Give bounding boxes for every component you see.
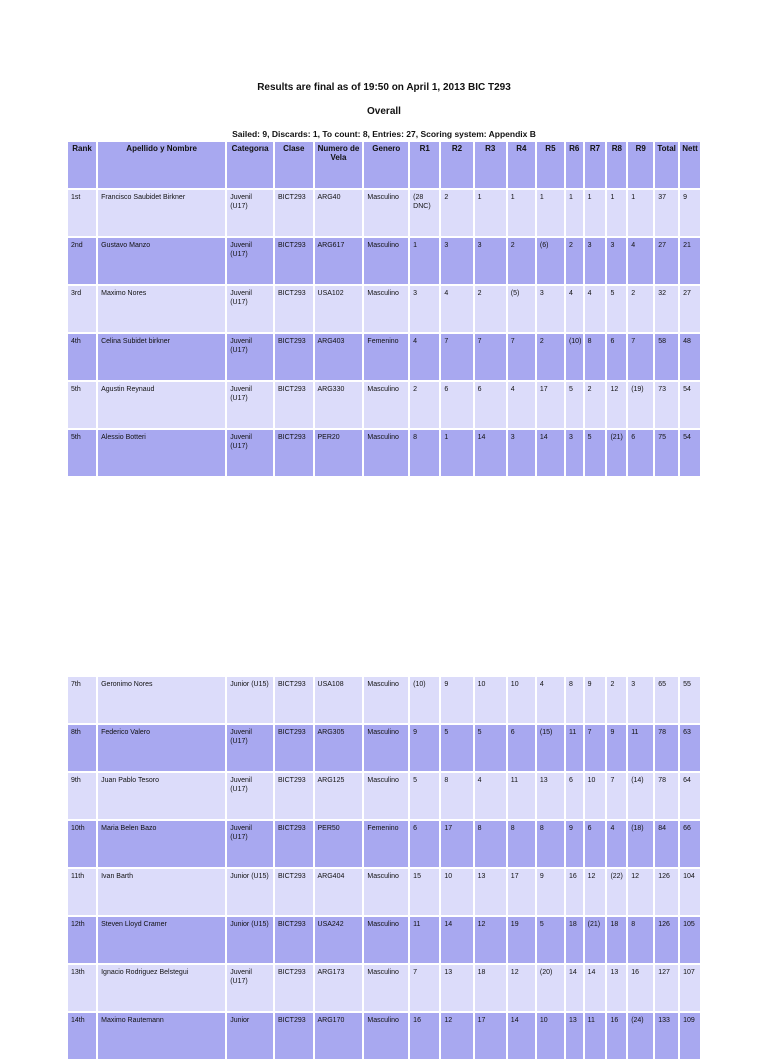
cell-r1: (28 DNC)	[410, 190, 439, 236]
cell-r7: 7	[585, 725, 606, 771]
cell-r6: 4	[566, 286, 583, 332]
cell-r6: 3	[566, 430, 583, 476]
cell-rank: 5th	[68, 382, 96, 428]
cell-clase: BICT293	[275, 430, 313, 476]
cell-r5: 13	[537, 773, 564, 819]
table-row	[68, 238, 700, 284]
cell-total: 27	[655, 238, 678, 284]
table-row	[68, 334, 700, 380]
results-table-top	[66, 140, 702, 478]
cell-clase: BICT293	[275, 1013, 313, 1059]
col-r6: R6	[566, 142, 583, 188]
cell-r6: 18	[566, 917, 583, 963]
cell-r8: 4	[607, 821, 626, 867]
cell-vela: ARG404	[315, 869, 363, 915]
cell-r4: 11	[508, 773, 535, 819]
cell-categoria: Juvenil (U17)	[227, 238, 273, 284]
cell-r1: (10)	[410, 677, 439, 723]
cell-clase: BICT293	[275, 821, 313, 867]
col-r2: R2	[441, 142, 472, 188]
cell-r2: 2	[441, 190, 472, 236]
col-total: Total	[655, 142, 678, 188]
col-rank: Rank	[68, 142, 96, 188]
cell-r3: 2	[475, 286, 506, 332]
cell-rank: 7th	[68, 677, 96, 723]
cell-categoria: Junior	[227, 1013, 273, 1059]
cell-r1: 5	[410, 773, 439, 819]
cell-rank: 4th	[68, 334, 96, 380]
cell-r7: 10	[585, 773, 606, 819]
cell-clase: BICT293	[275, 917, 313, 963]
cell-r7: 8	[585, 334, 606, 380]
col-name: Apellido y Nombre	[98, 142, 225, 188]
cell-r5: 2	[537, 334, 564, 380]
cell-r9: (18)	[628, 821, 653, 867]
cell-nett: 27	[680, 286, 700, 332]
col-genero: Genero	[364, 142, 408, 188]
cell-r2: 9	[441, 677, 472, 723]
table-row	[68, 917, 700, 963]
cell-r8: 5	[607, 286, 626, 332]
results-table-bottom	[66, 675, 702, 1061]
cell-categoria: Junior (U15)	[227, 677, 273, 723]
cell-r4: 6	[508, 725, 535, 771]
cell-name: Agustin Reynaud	[98, 382, 225, 428]
cell-r2: 3	[441, 238, 472, 284]
cell-r9: 4	[628, 238, 653, 284]
cell-r5: 9	[537, 869, 564, 915]
cell-name: Steven Lloyd Cramer	[98, 917, 225, 963]
cell-r1: 8	[410, 430, 439, 476]
cell-r6: 8	[566, 677, 583, 723]
table-row	[68, 725, 700, 771]
cell-r5: 8	[537, 821, 564, 867]
cell-categoria: Juvenil (U17)	[227, 821, 273, 867]
cell-r9: 12	[628, 869, 653, 915]
cell-categoria: Juvenil (U17)	[227, 190, 273, 236]
cell-r7: 12	[585, 869, 606, 915]
cell-r5: 14	[537, 430, 564, 476]
col-r1: R1	[410, 142, 439, 188]
cell-total: 78	[655, 725, 678, 771]
cell-genero: Masculino	[364, 965, 408, 1011]
cell-r9: 8	[628, 917, 653, 963]
cell-name: Celina Subidet birkner	[98, 334, 225, 380]
col-r4: R4	[508, 142, 535, 188]
cell-vela: ARG305	[315, 725, 363, 771]
cell-r8: 16	[607, 1013, 626, 1059]
cell-r3: 5	[475, 725, 506, 771]
cell-categoria: Junior (U15)	[227, 917, 273, 963]
cell-total: 84	[655, 821, 678, 867]
cell-total: 126	[655, 869, 678, 915]
cell-r2: 13	[441, 965, 472, 1011]
cell-categoria: Juvenil (U17)	[227, 773, 273, 819]
cell-vela: PER50	[315, 821, 363, 867]
cell-r6: 9	[566, 821, 583, 867]
cell-r3: 13	[475, 869, 506, 915]
cell-name: Alessio Botteri	[98, 430, 225, 476]
cell-r4: 7	[508, 334, 535, 380]
cell-nett: 66	[680, 821, 700, 867]
cell-r4: 12	[508, 965, 535, 1011]
cell-r4: (5)	[508, 286, 535, 332]
cell-r1: 7	[410, 965, 439, 1011]
cell-vela: USA242	[315, 917, 363, 963]
cell-r9: 16	[628, 965, 653, 1011]
cell-genero: Masculino	[364, 677, 408, 723]
cell-r7: 4	[585, 286, 606, 332]
cell-nett: 21	[680, 238, 700, 284]
cell-genero: Femenino	[364, 821, 408, 867]
table-row	[68, 869, 700, 915]
cell-total: 127	[655, 965, 678, 1011]
cell-r1: 11	[410, 917, 439, 963]
cell-r2: 17	[441, 821, 472, 867]
cell-clase: BICT293	[275, 238, 313, 284]
cell-vela: ARG170	[315, 1013, 363, 1059]
cell-nett: 63	[680, 725, 700, 771]
cell-r7: 9	[585, 677, 606, 723]
cell-clase: BICT293	[275, 773, 313, 819]
cell-r3: 18	[475, 965, 506, 1011]
cell-r6: 13	[566, 1013, 583, 1059]
cell-total: 126	[655, 917, 678, 963]
cell-clase: BICT293	[275, 382, 313, 428]
cell-rank: 10th	[68, 821, 96, 867]
cell-name: Maria Belen Bazo	[98, 821, 225, 867]
cell-nett: 54	[680, 382, 700, 428]
cell-r8: 2	[607, 677, 626, 723]
cell-clase: BICT293	[275, 725, 313, 771]
cell-r2: 1	[441, 430, 472, 476]
cell-r5: (20)	[537, 965, 564, 1011]
cell-r2: 7	[441, 334, 472, 380]
cell-nett: 104	[680, 869, 700, 915]
cell-vela: ARG173	[315, 965, 363, 1011]
cell-clase: BICT293	[275, 286, 313, 332]
cell-categoria: Juvenil (U17)	[227, 382, 273, 428]
cell-r1: 15	[410, 869, 439, 915]
cell-r1: 4	[410, 334, 439, 380]
cell-r8: 12	[607, 382, 626, 428]
cell-clase: BICT293	[275, 677, 313, 723]
cell-r6: 6	[566, 773, 583, 819]
cell-r6: 16	[566, 869, 583, 915]
cell-vela: ARG40	[315, 190, 363, 236]
cell-r4: 17	[508, 869, 535, 915]
cell-genero: Masculino	[364, 190, 408, 236]
cell-rank: 12th	[68, 917, 96, 963]
cell-total: 58	[655, 334, 678, 380]
cell-r6: 11	[566, 725, 583, 771]
cell-total: 32	[655, 286, 678, 332]
cell-r3: 10	[475, 677, 506, 723]
cell-r4: 2	[508, 238, 535, 284]
cell-r5: 5	[537, 917, 564, 963]
cell-nett: 107	[680, 965, 700, 1011]
cell-r2: 4	[441, 286, 472, 332]
cell-vela: PER20	[315, 430, 363, 476]
cell-nett: 105	[680, 917, 700, 963]
cell-name: Maximo Nores	[98, 286, 225, 332]
cell-categoria: Juvenil (U17)	[227, 286, 273, 332]
cell-r7: 5	[585, 430, 606, 476]
cell-genero: Masculino	[364, 773, 408, 819]
cell-total: 75	[655, 430, 678, 476]
col-r5: R5	[537, 142, 564, 188]
cell-r8: (22)	[607, 869, 626, 915]
cell-genero: Masculino	[364, 725, 408, 771]
sailed-summary: Sailed: 9, Discards: 1, To count: 8, Entries: 27, Scoring system: Appendix B	[232, 129, 536, 139]
table-row	[68, 286, 700, 332]
cell-name: Gustavo Manzo	[98, 238, 225, 284]
cell-name: Ignacio Rodriguez Belstegui	[98, 965, 225, 1011]
cell-r8: 3	[607, 238, 626, 284]
cell-rank: 8th	[68, 725, 96, 771]
cell-vela: USA108	[315, 677, 363, 723]
cell-r9: 11	[628, 725, 653, 771]
cell-genero: Masculino	[364, 869, 408, 915]
table-row	[68, 1013, 700, 1059]
cell-r3: 4	[475, 773, 506, 819]
cell-r6: 1	[566, 190, 583, 236]
cell-total: 37	[655, 190, 678, 236]
cell-r8: 9	[607, 725, 626, 771]
col-clase: Clase	[275, 142, 313, 188]
cell-nett: 9	[680, 190, 700, 236]
cell-r8: 6	[607, 334, 626, 380]
cell-r3: 7	[475, 334, 506, 380]
table-row	[68, 821, 700, 867]
cell-r7: 3	[585, 238, 606, 284]
cell-name: Geronimo Nores	[98, 677, 225, 723]
cell-rank: 13th	[68, 965, 96, 1011]
table-row	[68, 677, 700, 723]
cell-r4: 1	[508, 190, 535, 236]
table-row	[68, 430, 700, 476]
cell-r7: 11	[585, 1013, 606, 1059]
col-r3: R3	[475, 142, 506, 188]
cell-r7: 14	[585, 965, 606, 1011]
cell-r8: 7	[607, 773, 626, 819]
cell-vela: ARG617	[315, 238, 363, 284]
cell-categoria: Junior (U15)	[227, 869, 273, 915]
cell-genero: Masculino	[364, 1013, 408, 1059]
header-row	[68, 142, 700, 188]
col-nett: Nett	[680, 142, 700, 188]
cell-vela: USA102	[315, 286, 363, 332]
cell-r5: 4	[537, 677, 564, 723]
cell-rank: 3rd	[68, 286, 96, 332]
cell-total: 133	[655, 1013, 678, 1059]
cell-r8: (21)	[607, 430, 626, 476]
cell-r1: 9	[410, 725, 439, 771]
cell-r7: 2	[585, 382, 606, 428]
table-row	[68, 382, 700, 428]
cell-r4: 10	[508, 677, 535, 723]
cell-r1: 16	[410, 1013, 439, 1059]
cell-categoria: Juvenil (U17)	[227, 334, 273, 380]
table-row	[68, 965, 700, 1011]
cell-r9: 3	[628, 677, 653, 723]
cell-r6: 14	[566, 965, 583, 1011]
cell-name: Maximo Rautemann	[98, 1013, 225, 1059]
cell-vela: ARG330	[315, 382, 363, 428]
col-categoria: Categorıa	[227, 142, 273, 188]
cell-r8: 13	[607, 965, 626, 1011]
cell-clase: BICT293	[275, 334, 313, 380]
cell-name: Francisco Saubidet Birkner	[98, 190, 225, 236]
overall-heading: Overall	[367, 106, 401, 117]
cell-categoria: Juvenil (U17)	[227, 430, 273, 476]
cell-r2: 6	[441, 382, 472, 428]
cell-rank: 5th	[68, 430, 96, 476]
cell-r4: 3	[508, 430, 535, 476]
col-r7: R7	[585, 142, 606, 188]
col-r8: R8	[607, 142, 626, 188]
cell-r1: 2	[410, 382, 439, 428]
cell-r4: 19	[508, 917, 535, 963]
table-row	[68, 773, 700, 819]
cell-rank: 2nd	[68, 238, 96, 284]
cell-r9: (14)	[628, 773, 653, 819]
cell-rank: 14th	[68, 1013, 96, 1059]
cell-r4: 8	[508, 821, 535, 867]
cell-nett: 54	[680, 430, 700, 476]
col-r9: R9	[628, 142, 653, 188]
cell-genero: Masculino	[364, 917, 408, 963]
cell-r5: (6)	[537, 238, 564, 284]
cell-clase: BICT293	[275, 869, 313, 915]
cell-r3: 3	[475, 238, 506, 284]
cell-r3: 14	[475, 430, 506, 476]
cell-r7: 1	[585, 190, 606, 236]
cell-r5: 3	[537, 286, 564, 332]
cell-r3: 8	[475, 821, 506, 867]
cell-r9: 6	[628, 430, 653, 476]
cell-clase: BICT293	[275, 965, 313, 1011]
cell-r9: 7	[628, 334, 653, 380]
cell-genero: Masculino	[364, 430, 408, 476]
cell-total: 73	[655, 382, 678, 428]
cell-genero: Femenino	[364, 334, 408, 380]
cell-name: Federico Valero	[98, 725, 225, 771]
cell-nett: 55	[680, 677, 700, 723]
cell-r3: 6	[475, 382, 506, 428]
cell-r3: 12	[475, 917, 506, 963]
cell-r5: 10	[537, 1013, 564, 1059]
table-row	[68, 190, 700, 236]
cell-genero: Masculino	[364, 238, 408, 284]
cell-r1: 1	[410, 238, 439, 284]
cell-r8: 18	[607, 917, 626, 963]
cell-genero: Masculino	[364, 286, 408, 332]
cell-genero: Masculino	[364, 382, 408, 428]
cell-r7: 6	[585, 821, 606, 867]
cell-total: 78	[655, 773, 678, 819]
cell-r2: 8	[441, 773, 472, 819]
cell-r4: 14	[508, 1013, 535, 1059]
cell-r5: (15)	[537, 725, 564, 771]
cell-total: 65	[655, 677, 678, 723]
cell-r1: 6	[410, 821, 439, 867]
cell-r9: 1	[628, 190, 653, 236]
cell-r2: 10	[441, 869, 472, 915]
cell-r9: (24)	[628, 1013, 653, 1059]
cell-r2: 5	[441, 725, 472, 771]
cell-r7: (21)	[585, 917, 606, 963]
cell-r5: 17	[537, 382, 564, 428]
cell-r9: 2	[628, 286, 653, 332]
cell-nett: 109	[680, 1013, 700, 1059]
col-numero-de-vela: Numero de Vela	[315, 142, 363, 188]
cell-r9: (19)	[628, 382, 653, 428]
cell-rank: 1st	[68, 190, 96, 236]
cell-r3: 1	[475, 190, 506, 236]
cell-categoria: Juvenil (U17)	[227, 965, 273, 1011]
cell-r6: 5	[566, 382, 583, 428]
cell-r6: 2	[566, 238, 583, 284]
results-final-heading: Results are final as of 19:50 on April 1, 2013 BIC T293	[257, 82, 511, 93]
cell-rank: 9th	[68, 773, 96, 819]
cell-rank: 11th	[68, 869, 96, 915]
cell-r6: (10)	[566, 334, 583, 380]
cell-vela: ARG125	[315, 773, 363, 819]
cell-name: Ivan Barth	[98, 869, 225, 915]
cell-vela: ARG403	[315, 334, 363, 380]
cell-name: Juan Pablo Tesoro	[98, 773, 225, 819]
cell-nett: 64	[680, 773, 700, 819]
cell-nett: 48	[680, 334, 700, 380]
cell-r5: 1	[537, 190, 564, 236]
cell-r1: 3	[410, 286, 439, 332]
cell-r3: 17	[475, 1013, 506, 1059]
cell-r2: 14	[441, 917, 472, 963]
cell-clase: BICT293	[275, 190, 313, 236]
cell-r4: 4	[508, 382, 535, 428]
cell-r2: 12	[441, 1013, 472, 1059]
cell-categoria: Juvenil (U17)	[227, 725, 273, 771]
cell-r8: 1	[607, 190, 626, 236]
